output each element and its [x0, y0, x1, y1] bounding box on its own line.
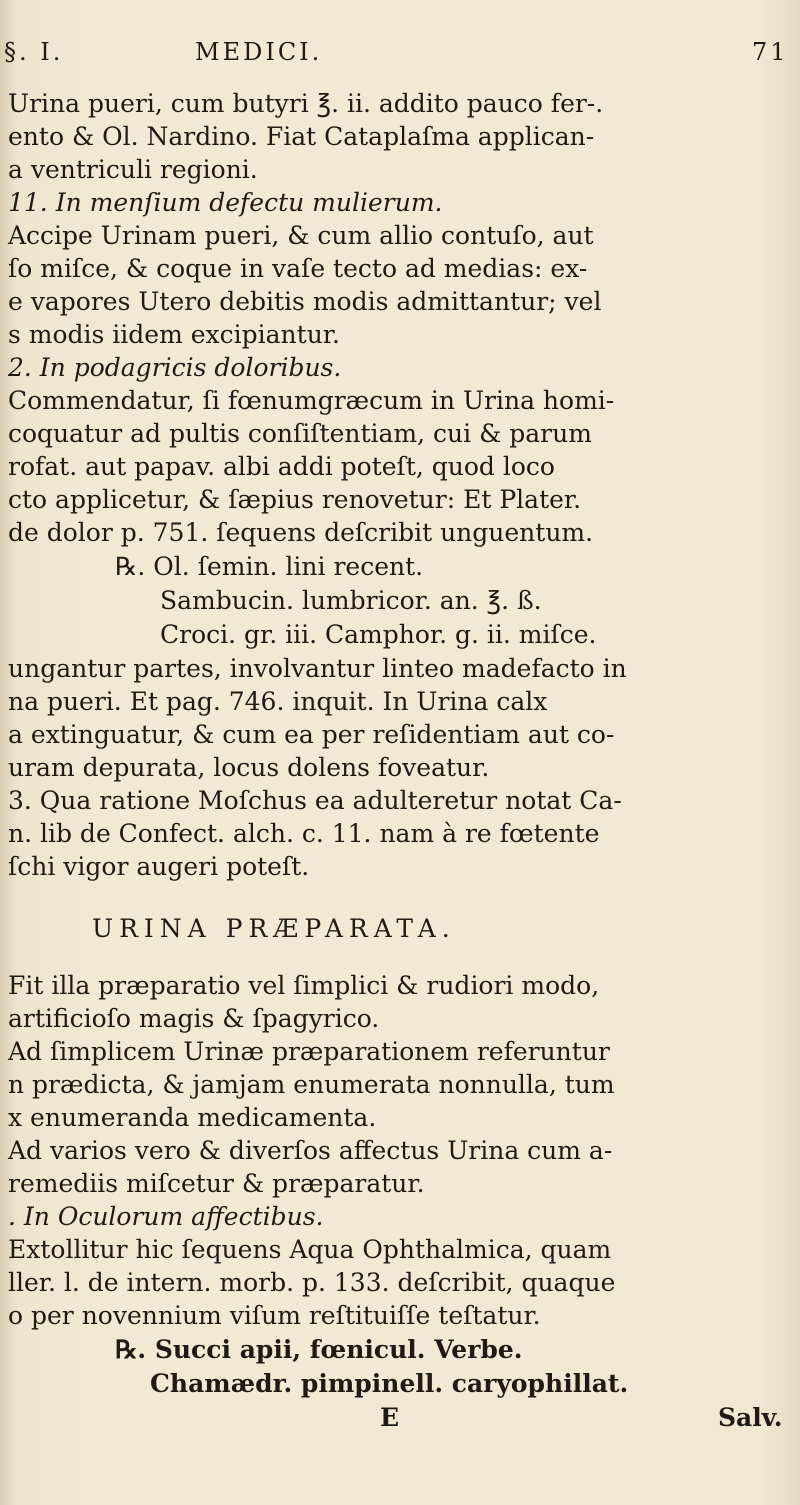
text-line: o per novennium viſum reſtituiſſe teſtatur. — [8, 1301, 541, 1330]
text-line: Fit illa præparatio vel ſimplici & rudiori modo, — [8, 971, 600, 1000]
text-line: ſo miſce, & coque in vaſe tecto ad medias: ex- — [8, 254, 588, 283]
text-line: cto applicetur, & ſæpius renovetur: Et Plater. — [8, 485, 582, 514]
text-line: x enumeranda medicamenta. — [8, 1103, 377, 1132]
text-line: coquatur ad pultis conſiſtentiam, cui & parum — [8, 419, 592, 448]
text-line: Sambucin. lumbricor. an. ℥. ß. — [160, 586, 542, 615]
text-line: 3. Qua ratione Moſchus ea adulteretur notat Ca- — [8, 786, 622, 815]
signature-mark: E — [380, 1403, 400, 1432]
text-line: Ad varios vero & diverſos affectus Urina cum a- — [8, 1136, 613, 1165]
section-heading: URINA PRÆPARATA. — [92, 914, 456, 943]
catchword: Salv. — [718, 1403, 783, 1432]
text-line: Ad ſimplicem Urinæ præparationem referuntur — [8, 1037, 610, 1066]
text-line: 11. In menſium defectu mulierum. — [8, 188, 443, 217]
text-line: ℞. Succi apii, fœnicul. Verbe. — [115, 1335, 523, 1364]
text-line: ſchi vigor augeri poteſt. — [8, 852, 310, 881]
running-title: MEDICI. — [195, 38, 323, 66]
text-line: Extollitur hic ſequens Aqua Ophthalmica, quam — [8, 1235, 612, 1264]
text-line: e vapores Utero debitis modis admittantur; vel — [8, 287, 602, 316]
text-line: de dolor p. 751. ſequens deſcribit unguentum. — [8, 518, 594, 547]
text-line: 2. In podagricis doloribus. — [8, 353, 342, 382]
text-line: Accipe Urinam pueri, & cum allio contuſo, aut — [8, 221, 594, 250]
text-line: artificioſo magis & ſpagyrico. — [8, 1004, 380, 1033]
text-line: remediis miſcetur & præparatur. — [8, 1169, 425, 1198]
page-number: 71 — [752, 38, 789, 66]
text-line: a ventriculi regioni. — [8, 155, 258, 184]
text-line: Chamædr. pimpinell. caryophillat. — [150, 1369, 629, 1398]
text-line: ller. l. de intern. morb. p. 133. deſcribit, quaque — [8, 1268, 616, 1297]
text-line: Croci. gr. iii. Camphor. g. ii. miſce. — [160, 620, 597, 649]
text-line: Urina pueri, cum butyri ℥. ii. addito pauco fer-. — [8, 89, 604, 118]
text-line: ungantur partes, involvantur linteo madefacto in — [8, 654, 627, 683]
text-line: rofat. aut papav. albi addi poteſt, quod loco — [8, 452, 555, 481]
text-line: a extinguatur, & cum ea per reſidentiam aut co- — [8, 720, 615, 749]
text-line: s modis iidem excipiantur. — [8, 320, 340, 349]
text-line: na pueri. Et pag. 746. inquit. In Urina calx — [8, 687, 548, 716]
text-line: ℞. Ol. ſemin. lini recent. — [115, 552, 424, 581]
text-line: n. lib de Confect. alch. c. 11. nam à re fœtente — [8, 819, 600, 848]
section-mark: §. I. — [4, 38, 64, 66]
text-line: . In Oculorum affectibus. — [8, 1202, 324, 1231]
text-line: ento & Ol. Nardino. Fiat Cataplaſma applican- — [8, 122, 595, 151]
text-line: n prædicta, & jamjam enumerata nonnulla, tum — [8, 1070, 615, 1099]
text-line: uram depurata, locus dolens foveatur. — [8, 753, 490, 782]
text-line: Commendatur, ſi fœnumgræcum in Urina homi- — [8, 386, 615, 415]
